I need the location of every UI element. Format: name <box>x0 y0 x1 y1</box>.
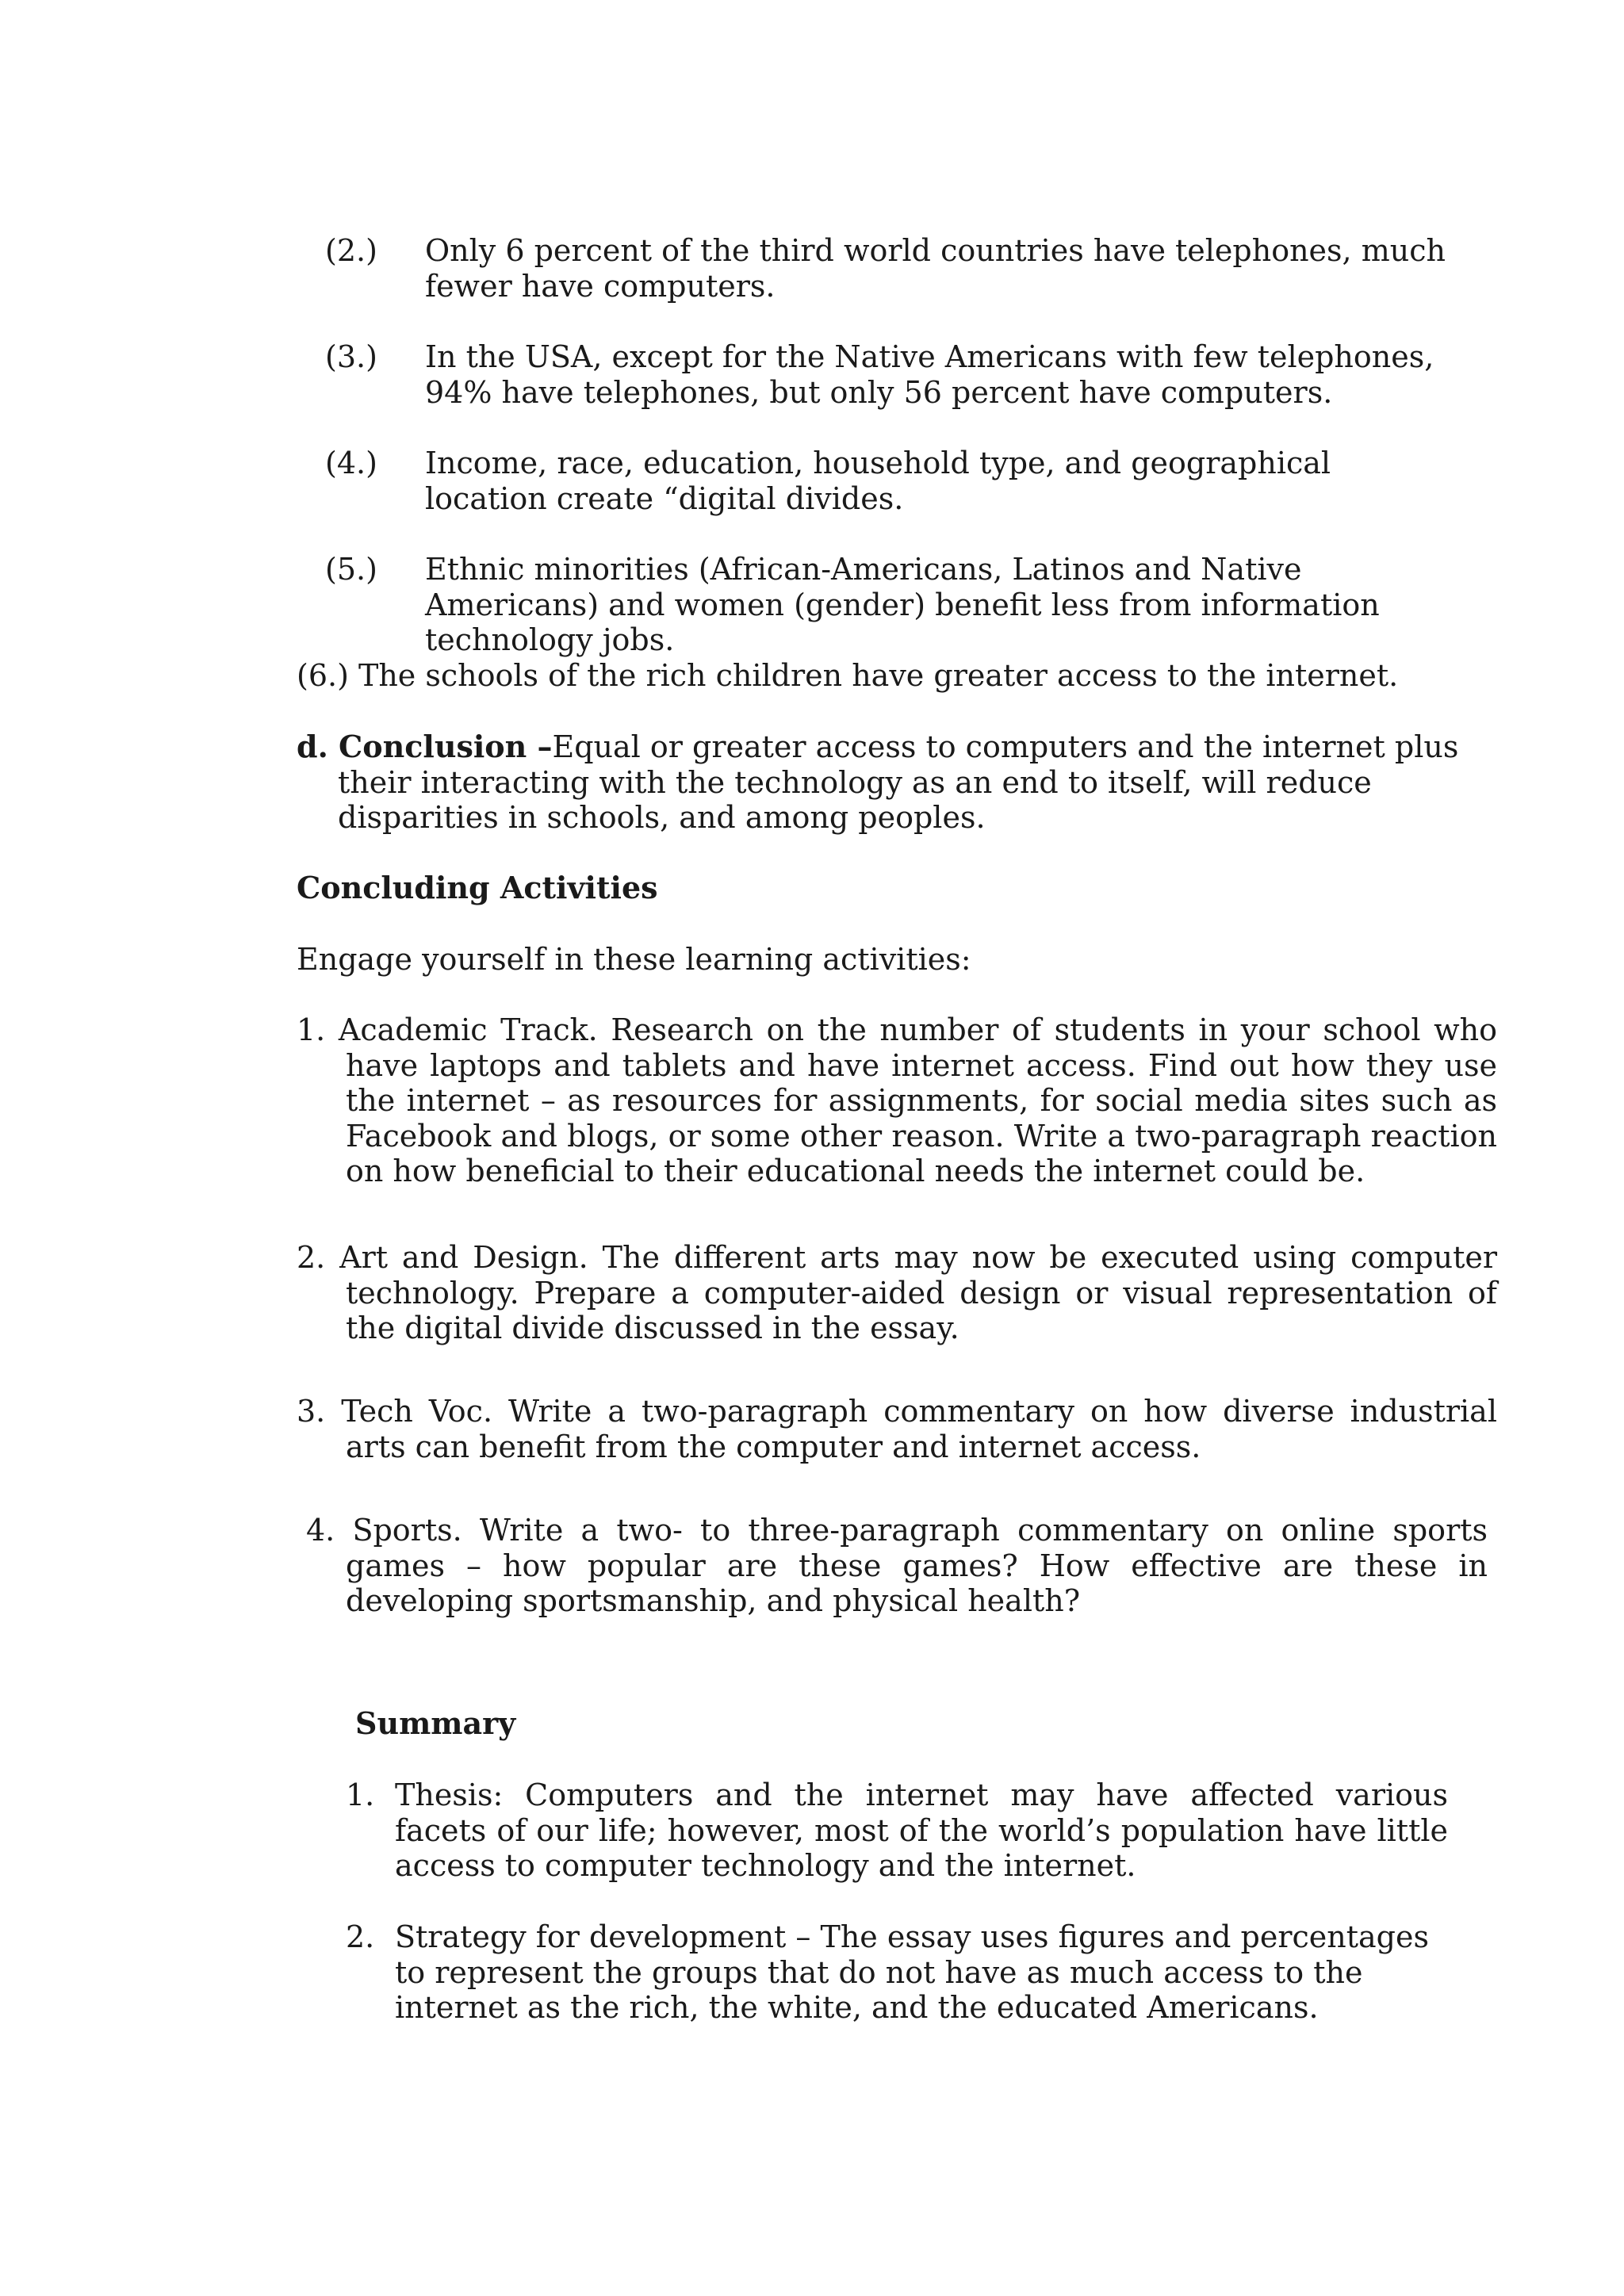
conclusion-label: d. Conclusion – <box>297 729 553 764</box>
list-item-label: (5.) <box>325 552 377 587</box>
activity-item: 4. Sports. Write a two- to three-paragraph commentary on online sports games – how popular are these games? How effective are these in developing sportsmanship, and physical health? <box>306 1513 1488 1619</box>
summary-item-label: 1. <box>346 1777 375 1812</box>
list-item-text: In the USA, except for the Native Americans with few telephones, 94% have telephones, but only 56 percent have computers. <box>425 339 1434 410</box>
list-item-6: (6.) The schools of the rich children have greater access to the internet. <box>297 658 1399 693</box>
summary-heading: Summary <box>355 1705 516 1741</box>
summary-item-text: Strategy for development – The essay uses figures and percentages to represent the groups that do not have as much access to the internet as the rich, the white, and the educated Americans. <box>395 1919 1429 2026</box>
list-item-text: Only 6 percent of the third world countries have telephones, much fewer have computers. <box>425 233 1446 304</box>
list-item-label: (3.) <box>325 339 377 374</box>
concluding-activities-heading: Concluding Activities <box>297 870 658 905</box>
conclusion-paragraph <box>297 729 1464 836</box>
list-item-label: (4.) <box>325 446 377 480</box>
list-item-label: (2.) <box>325 233 377 268</box>
concluding-activities-intro: Engage yourself in these learning activities: <box>297 942 971 977</box>
summary-item-label: 2. <box>346 1919 375 1954</box>
conclusion-text: Equal or greater access to computers and the internet plus their interacting with the technology as an end to itself, will reduce disparities in schools, and among peoples. <box>338 729 1459 836</box>
activity-item: 3. Tech Voc. Write a two-paragraph commentary on how diverse industrial arts can benefit from the computer and internet access. <box>297 1394 1497 1464</box>
activity-item: 1. Academic Track. Research on the number of students in your school who have laptops and tablets and have internet access. Find out how they use the internet – as resources for assignments, for social media sites such as Facebook and blogs, or some other reason. Write a two-paragraph reaction on how beneficial to their educational needs the internet could be. <box>297 1012 1497 1189</box>
list-item-text: Ethnic minorities (African-Americans, Latinos and Native Americans) and women (gender) benefit less from information technology jobs. <box>425 552 1380 658</box>
activity-item: 2. Art and Design. The different arts may now be executed using computer technology. Prepare a computer-aided design or visual representation of the digital divide discussed in the essay. <box>297 1240 1497 1346</box>
list-item-text: Income, race, education, household type, and geographical location create “digital divides. <box>425 446 1331 516</box>
summary-item-text: Thesis: Computers and the internet may have affected various facets of our life; however, most of the world’s population have little access to computer technology and the internet. <box>395 1777 1448 1884</box>
